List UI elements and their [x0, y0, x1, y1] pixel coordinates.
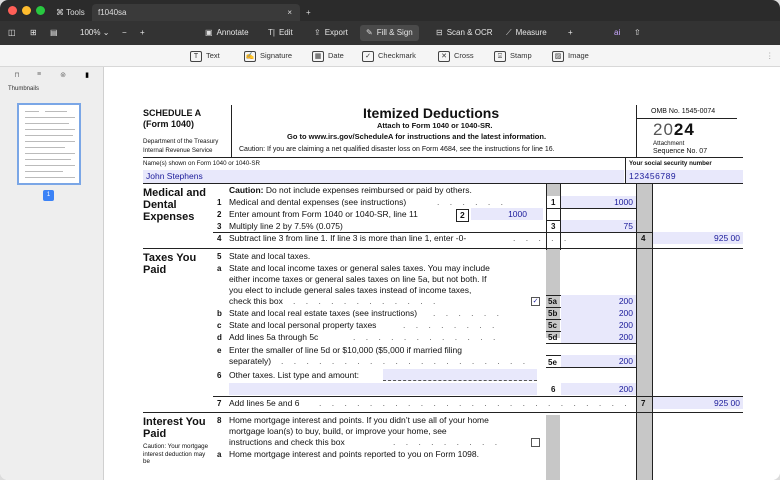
sales-tax-checkbox[interactable]: ✓	[532, 298, 539, 305]
title-bar	[0, 0, 780, 21]
thumbnail-sidebar	[0, 67, 104, 480]
zoom-in-button[interactable]: +	[140, 28, 145, 37]
measure-label: Measure	[515, 28, 547, 37]
tools-tab-label: Tools	[66, 8, 85, 17]
document-tab-label: f1040sa	[98, 8, 127, 17]
line6-type-field-2[interactable]	[229, 383, 537, 395]
zoom-select[interactable]: 100% ⌄	[80, 28, 110, 37]
export-icon: ⇪	[314, 28, 321, 37]
document-area	[105, 67, 780, 480]
line2-label: Enter amount from Form 1040 or 1040-SR, line 11	[229, 209, 418, 219]
fill-sign-button[interactable]	[360, 25, 419, 41]
signature-icon: ✍	[245, 52, 255, 60]
stamp-tool-button[interactable]	[494, 49, 532, 63]
ai-button[interactable]: ai	[614, 28, 621, 37]
line8-text-2: mortgage loan(s) to buy, build, or improve your home, see	[229, 426, 447, 436]
signature-label: Signature	[260, 51, 293, 60]
stamp-label: Stamp	[510, 51, 532, 60]
attach-instruction: Attach to Form 1040 or 1040-SR.	[377, 121, 493, 130]
line4-label: Subtract line 3 from line 1. If line 3 is more than line 1, enter -0-	[229, 233, 467, 243]
schedule-label: SCHEDULE A	[143, 108, 202, 118]
tax-year: 2024	[653, 120, 695, 139]
close-window-button[interactable]	[8, 6, 17, 15]
goto-instruction: Go to www.irs.gov/ScheduleA for instructions and the latest information.	[287, 132, 547, 141]
ssn-value: 123456789	[629, 171, 677, 181]
share-icon[interactable]: ⇧	[634, 28, 641, 37]
stamp-icon: ⍓	[494, 51, 506, 62]
line5a-text-4: check this box	[229, 296, 283, 306]
line1-label: Medical and dental expenses (see instructions)	[229, 197, 407, 207]
line5e-text-2: separately)	[229, 356, 272, 366]
medical-caution: Caution: Do not include expenses reimbursed or paid by others.	[229, 185, 472, 195]
omb-number: OMB No. 1545-0074	[651, 108, 716, 115]
annotate-icon: ▣	[205, 28, 213, 37]
irs-label: Internal Revenue Service	[143, 147, 213, 154]
line5e-text-1: Enter the smaller of line 5d or $10,000 ($5,000 if married filing	[229, 345, 462, 355]
line5e-value: 200	[618, 356, 633, 366]
zoom-value: 100%	[80, 28, 101, 37]
checkmark-icon: ✓	[362, 51, 374, 62]
line5d-label: Add lines 5a through 5c	[229, 332, 319, 342]
close-tab-icon[interactable]: ×	[287, 8, 292, 17]
interest-caution: Caution: Your mortgage interest deduction may be	[143, 443, 209, 465]
line3-label: Multiply line 2 by 7.5% (0.075)	[229, 221, 343, 231]
layout-icon[interactable]: ▤	[50, 28, 58, 37]
line5a-text-2: either income taxes or general sales taxes on line 5a, but not both. If	[229, 274, 487, 284]
attachment-label: Attachment	[653, 140, 685, 147]
taxes-section-heading: Taxes You Paid	[143, 252, 197, 276]
add-tool-button[interactable]: +	[568, 28, 573, 37]
line8-text-3: instructions and check this box	[229, 437, 345, 447]
line2-value: 1000	[508, 209, 527, 219]
name-field[interactable]	[143, 170, 624, 183]
new-tab-button[interactable]: +	[306, 8, 311, 17]
line5a-text-1: State and local income taxes or general sales taxes. You may include	[229, 263, 490, 273]
thumbnails-icon[interactable]: ▮	[85, 72, 89, 79]
measure-button[interactable]	[506, 25, 547, 41]
line6-label: Other taxes. List type and amount:	[229, 370, 359, 380]
form-page: SCHEDULE A (Form 1040) Department of the Treasury Internal Revenue Service Itemized Deductions Attach to Form 1040 or 1040-SR. Go to www.irs.gov/ScheduleA for instructions and the latest information. Caution: If you are claiming a net qualified disaster loss on Form 4684, see the instructions for line 16. OMB No. 1545-0074 2024 Attachment Sequence No. 07 Name(s) shown on Form 1040 or 1040-SR Your social security number John Stephens 123456789 Medical and Dental Expenses Caution: Do not include expenses reimbursed or paid by others. 1 Medical and dental expenses (see instructions) . . . . . . 1 1000 2 Enter amount from Form 1040 or 1040-SR, line 11 2 1000 3 Multiply line 2 by 7.5% (0.075) 3 75 4 Subtract line 3 from line 1. If line 3 is more than line 1, enter -0- . . . . . 4 925 00 Taxes You Paid 5 State and local taxes. a State and local income taxes or general sales taxes. You may include either income taxes or general sales taxes on line 5a, but not both. If you elect to include general sales taxes instead of income taxes, check this box . . . . . . . . . . . . ✓ 5a 200 b State and local real estate taxes (see instructions) . . . . . . 5b 200 c State and local personal property taxes . . . . . . . . 5c 200 d Add lines 5a through 5c . . . . . . . . . . . . 5d 200 e Enter the smaller of line 5d or $10,000 ($5,000 if married filing separately) . . . . . . . . . . . . . . . . . . . . 5e 200 6 Other taxes. List type and amount: 6 200 7 Add lines 5e and 6 . . . . . . . . . . . . . . . . . . . . . . . . . 7 925 00 Interest You Paid Caution: Your mortgage interest deduction may be 8 Home mortgage interest and points. If you didn’t use all of your home mortgage loan(s) to buy, build, or improve your home, see instructions and check this box . . . . . . . . . a Home mortgage interest and points reported to you on Form 1098.	[143, 105, 743, 480]
text-tool-icon: T	[190, 51, 202, 62]
name-label: Name(s) shown on Form 1040 or 1040-SR	[143, 160, 260, 167]
edit-button[interactable]	[268, 25, 293, 41]
line8-checkbox[interactable]	[531, 438, 540, 447]
zoom-out-button[interactable]: −	[122, 28, 127, 37]
image-icon: ▨	[552, 51, 564, 62]
main-toolbar	[0, 21, 780, 45]
name-value: John Stephens	[146, 171, 203, 181]
thumbnails-title: Thumbnails	[8, 86, 40, 92]
cross-icon: ✕	[438, 51, 450, 62]
line5d-value: 200	[618, 332, 633, 342]
line8a-label: Home mortgage interest and points reported to you on Form 1098.	[229, 449, 479, 459]
sidebar-toggle-icon[interactable]: ◫	[8, 28, 16, 37]
line4-value: 925 00	[714, 233, 740, 243]
maximize-window-button[interactable]	[36, 6, 45, 15]
outline-icon[interactable]: ≡	[36, 71, 42, 78]
image-tool-button[interactable]	[552, 49, 589, 63]
scan-ocr-label: Scan & OCR	[446, 28, 493, 37]
fill-sign-toolbar	[0, 45, 780, 67]
export-button[interactable]	[314, 25, 348, 41]
fill-sign-icon: ✎	[366, 28, 373, 37]
document-tab[interactable]	[92, 4, 300, 21]
line5a-value: 200	[618, 296, 633, 306]
grid-view-icon[interactable]: ⊞	[30, 28, 37, 37]
calendar-icon: ▦	[312, 51, 324, 62]
line1-value: 1000	[614, 197, 633, 207]
text-tool-button[interactable]	[190, 49, 220, 63]
form-number: (Form 1040)	[143, 119, 195, 129]
image-label: Image	[568, 51, 589, 60]
line6-value: 200	[618, 384, 633, 394]
minimize-window-button[interactable]	[22, 6, 31, 15]
date-tool-button[interactable]	[312, 49, 344, 63]
sequence-number: Sequence No. 07	[653, 148, 708, 155]
caution-header: Caution: If you are claiming a net qualified disaster loss on Form 4684, see the instructions for line 16.	[239, 146, 555, 153]
scan-icon: ⊟	[436, 28, 443, 37]
annotate-label: Annotate	[216, 28, 249, 37]
line5b-label: State and local real estate taxes (see instructions)	[229, 308, 418, 318]
annotations-icon[interactable]: ⊚	[60, 72, 66, 79]
text-tool-label: Text	[206, 51, 220, 60]
edit-label: Edit	[278, 28, 293, 37]
cross-tool-button[interactable]	[438, 49, 474, 63]
line5c-label: State and local personal property taxes	[229, 320, 377, 330]
more-options-icon[interactable]: ⋮	[766, 51, 774, 60]
medical-section-heading: Medical and Dental Expenses	[143, 187, 206, 223]
ssn-label: Your social security number	[629, 160, 712, 167]
scan-ocr-button[interactable]	[436, 25, 493, 41]
tools-tab[interactable]: ⌘ Tools	[56, 8, 85, 17]
form-title: Itemized Deductions	[363, 105, 500, 121]
cross-label: Cross	[454, 51, 474, 60]
line7-value: 925 00	[714, 398, 740, 408]
page-number-badge: 1	[43, 190, 54, 201]
checkmark-tool-button[interactable]	[362, 49, 416, 63]
fill-sign-label: Fill & Sign	[376, 28, 413, 37]
line8-text-1: Home mortgage interest and points. If you didn’t use all of your home	[229, 415, 489, 425]
line7-label: Add lines 5e and 6	[229, 398, 300, 408]
line5b-value: 200	[618, 308, 633, 318]
interest-section-heading: Interest You Paid	[143, 416, 206, 440]
line5a-text-3: you elect to include general sales taxes instead of income taxes,	[229, 285, 472, 295]
annotate-button[interactable]	[205, 25, 249, 41]
date-label: Date	[328, 51, 344, 60]
checkmark-label: Checkmark	[378, 51, 416, 60]
line3-value: 75	[623, 221, 633, 231]
measure-icon: ⟋	[506, 28, 512, 37]
bookmark-icon[interactable]: ⊓	[14, 72, 20, 79]
page-thumbnail[interactable]	[17, 103, 81, 185]
department-label: Department of the Treasury	[143, 138, 219, 145]
signature-tool-button[interactable]	[244, 49, 292, 63]
edit-icon: T|	[268, 28, 275, 37]
export-label: Export	[324, 28, 348, 37]
line5c-value: 200	[618, 320, 633, 330]
line5-label: State and local taxes.	[229, 251, 311, 261]
